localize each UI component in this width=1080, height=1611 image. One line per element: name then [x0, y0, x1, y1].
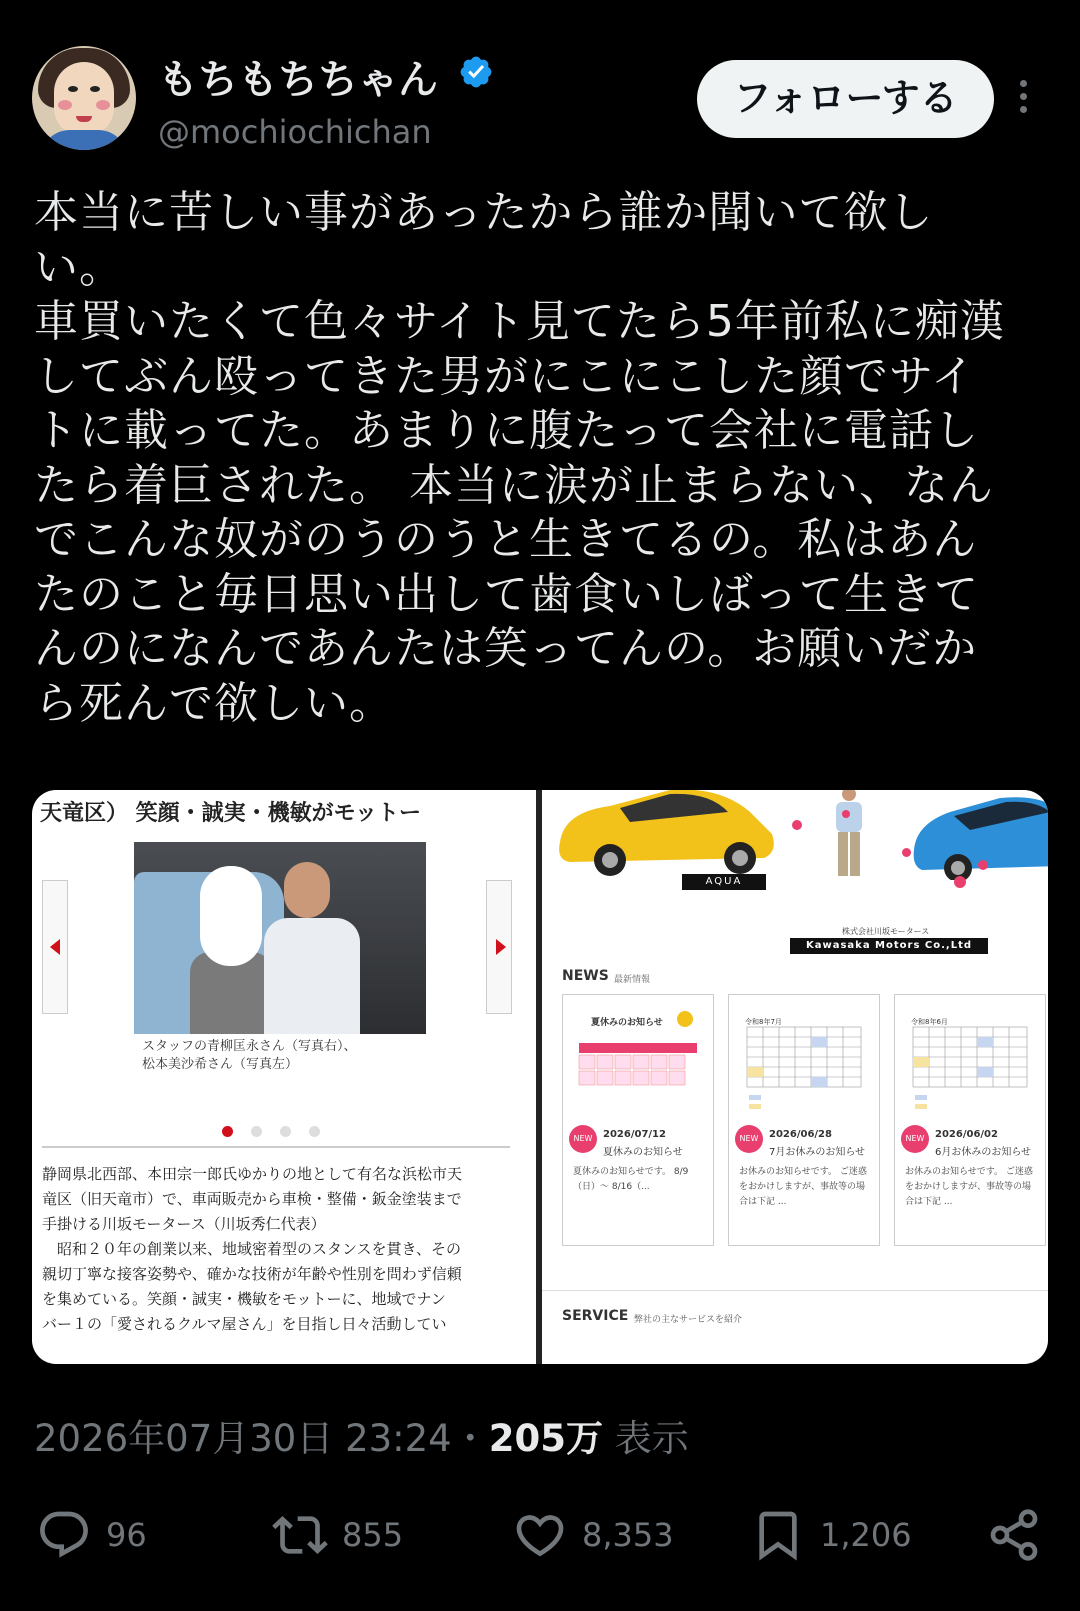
thumb-heading: 令和8年6月 [911, 1018, 948, 1026]
car-model-label: AQUA [682, 874, 766, 890]
view-count: 205万 [488, 1417, 603, 1460]
news-card [728, 994, 880, 1246]
carousel-dots [222, 1126, 320, 1137]
company-name-jp: 株式会社川坂モータース [842, 927, 930, 936]
news-excerpt: お休みのお知らせです。 ご迷惑をおかけしますが、事故等の場合は下記 ... [905, 1167, 1033, 1207]
company-banner: Kawasaka Motors Co.,Ltd [790, 938, 988, 954]
new-badge: NEW [735, 1125, 763, 1153]
article-title: 天竜区） 笑顔・誠実・機敏がモットー [40, 801, 422, 826]
like-button[interactable] [512, 1500, 674, 1570]
tweet-media[interactable] [32, 790, 1048, 1364]
new-badge: NEW [569, 1125, 597, 1153]
divider [542, 1290, 1048, 1291]
divider [42, 1146, 510, 1148]
news-heading: NEWS [562, 968, 609, 984]
repost-icon [272, 1507, 328, 1563]
news-subheading: 最新情報 [614, 975, 651, 985]
carousel-next-icon [486, 880, 512, 1014]
more-options-icon[interactable] [1018, 80, 1028, 120]
like-count: 8,353 [582, 1516, 674, 1554]
news-date: 2026/06/02 [935, 1129, 998, 1140]
user-handle[interactable]: @mochiochichan [158, 113, 432, 151]
heart-icon [512, 1507, 568, 1563]
media-image-left[interactable] [32, 790, 536, 1364]
share-icon [986, 1507, 1042, 1563]
staff-figure-image [824, 790, 874, 882]
tweet-text: 本当に苦しい事があったから誰か聞いて欲し い。 車買いたくて色々サイト見てたら5年前私に痴漢 してぶん殴ってきた男がにこにこした顔でサイ トに載ってた。あまりに腹たって会社に電話し たら着巨された。 本当に涙が止まらない、なん でこんな奴がのうのうと生きてるの。私はあん たのこと毎日思い出して歯食いしばって生きて んのになんであんたは笑ってんの。お願いだか ら死んで欲しい。 [34, 187, 1005, 729]
meta-separator: ・ [451, 1417, 489, 1460]
repost-button[interactable] [272, 1500, 403, 1570]
repost-count: 855 [342, 1516, 404, 1554]
tweet-header [0, 0, 1080, 170]
service-heading: SERVICE [562, 1308, 629, 1324]
news-date: 2026/06/28 [769, 1129, 832, 1140]
staff-photo [134, 842, 426, 1034]
news-card [894, 994, 1046, 1246]
bookmark-icon [750, 1507, 806, 1563]
carousel-prev-icon [42, 880, 68, 1014]
news-card [562, 994, 714, 1246]
view-label: 表示 [614, 1417, 689, 1460]
reply-count: 96 [106, 1516, 147, 1554]
media-image-right[interactable] [542, 790, 1048, 1364]
thumb-heading: 令和8年7月 [745, 1018, 782, 1026]
follow-button[interactable]: フォローする [697, 60, 994, 138]
news-title: 夏休みのお知らせ [603, 1147, 683, 1158]
timestamp[interactable]: 2026年07月30日 23:24 [34, 1417, 452, 1460]
article-body: 静岡県北西部、本田宗一郎氏ゆかりの地として有名な浜松市天 竜区（旧天竜市）で、車両販売から車検・整備・鈑金塗装まで 手掛ける川坂モータース（川坂秀仁代表） 昭和２０年の創業以来、地域密着型のスタンスを貫き、その 親切丁寧な接客姿勢や、確かな技術が年齢や性別を問わず信頼 を集めている。笑顔・誠実・機敏をモットーに、地域でナン バー１の「愛されるクルマ屋さん」を目指し日々活動してい [42, 1165, 463, 1333]
news-title: 7月お休みのお知らせ [769, 1147, 866, 1158]
news-excerpt: 夏休みのお知らせです。 8/9（日）～ 8/16（... [573, 1167, 689, 1192]
tweet-meta [34, 1408, 689, 1462]
photo-caption: スタッフの青柳匡永さん（写真右）、 松本美沙希さん（写真左） [142, 1039, 357, 1072]
avatar[interactable] [32, 46, 136, 150]
news-date: 2026/07/12 [603, 1129, 666, 1140]
bookmark-button[interactable] [750, 1500, 912, 1570]
reply-button[interactable] [36, 1500, 147, 1570]
service-subheading: 弊社の主なサービスを紹介 [634, 1315, 743, 1325]
action-bar [0, 1500, 1080, 1570]
reply-icon [36, 1507, 92, 1563]
bookmark-count: 1,206 [820, 1516, 912, 1554]
thumb-heading: 夏休みのお知らせ [591, 1018, 663, 1028]
share-button[interactable] [986, 1500, 1056, 1570]
verified-badge-icon [458, 54, 494, 90]
display-name[interactable]: もちもちちゃん [158, 57, 438, 103]
new-badge: NEW [901, 1125, 929, 1153]
news-title: 6月お休みのお知らせ [935, 1147, 1032, 1158]
yellow-car-image [550, 790, 782, 878]
news-excerpt: お休みのお知らせです。 ご迷惑をおかけしますが、事故等の場合は下記 ... [739, 1167, 867, 1207]
